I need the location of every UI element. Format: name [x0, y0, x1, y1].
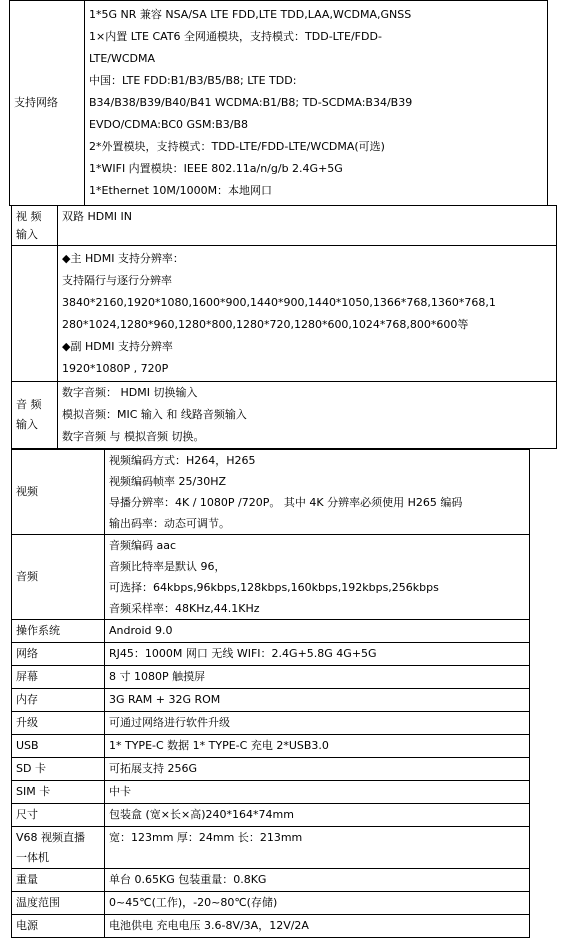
network-line: 1*Ethernet 10M/1000M：本地网口	[89, 184, 273, 197]
audio-line: 音频采样率：48KHz,44.1KHz	[109, 602, 260, 615]
network-line: 1*5G NR 兼容 NSA/SA LTE FDD,LTE TDD,LAA,WCDMA,GNSS	[89, 8, 412, 21]
specs-table	[11, 449, 530, 938]
audio-input-label	[12, 382, 58, 449]
network-line: 2*外置模块，支持模式：TDD-LTE/FDD-LTE/WCDMA(可选)	[89, 140, 385, 153]
spec-value-power: 电池供电 充电电压 3.6-8V/3A，12V/2A	[105, 915, 530, 938]
spec-label-power: 电源	[12, 915, 105, 938]
input-table	[11, 205, 557, 449]
spec-label-sd: SD 卡	[12, 758, 105, 781]
spec-label-network: 网络	[12, 643, 105, 666]
video-line: 导播分辨率：4K / 1080P /720P。 其中 4K 分辨率必须使用 H265 编码	[109, 496, 463, 509]
video-line: 输出码率：动态可调节。	[109, 517, 230, 530]
spec-label-memory: 内存	[12, 689, 105, 712]
resolution-line: ◆主 HDMI 支持分辨率：	[62, 251, 184, 265]
network-line: 1×内置 LTE CAT6 全网通模块，支持模式：TDD-LTE/FDD-	[89, 30, 382, 43]
spec-value-memory: 3G RAM + 32G ROM	[105, 689, 530, 712]
network-line: EVDO/CDMA:BC0 GSM:B3/B8	[89, 118, 249, 131]
spec-value-upgrade: 可通过网络进行软件升级	[105, 712, 530, 735]
network-table	[9, 0, 548, 206]
resolution-line: 3840*2160,1920*1080,1600*900,1440*900,1440*1050,1366*768,1360*768,1	[62, 295, 496, 309]
audio-line: 音频编码 aac	[109, 539, 177, 552]
video-label: 视频	[12, 450, 105, 535]
spec-value-weight: 单台 0.65KG 包装重量：0.8KG	[105, 869, 530, 892]
audio-label: 音频	[12, 535, 105, 620]
audio-input-line: 数字音频： HDMI 切换输入	[62, 386, 198, 399]
video-input-label	[12, 206, 58, 246]
spec-label-weight: 重量	[12, 869, 105, 892]
network-details	[85, 1, 548, 206]
audio-input-label-line2: 输入	[16, 418, 38, 431]
spec-value-sim: 中卡	[105, 781, 530, 804]
spec-value-device: 宽：123mm 厚：24mm 长：213mm	[105, 827, 530, 869]
spec-value-usb: 1* TYPE-C 数据 1* TYPE-C 充电 2*USB3.0	[105, 735, 530, 758]
resolution-line: 支持隔行与逐行分辨率	[62, 273, 172, 287]
network-label: 支持网络	[10, 1, 85, 206]
network-line: 中国：LTE FDD:B1/B3/B5/B8; LTE TDD:	[89, 74, 297, 87]
audio-details	[105, 535, 530, 620]
network-line: B34/B38/B39/B40/B41 WCDMA:B1/B8; TD-SCDMA:B34/B39	[89, 96, 413, 109]
spec-value-temperature: 0~45℃(工作)，-20~80℃(存储)	[105, 892, 530, 915]
audio-input-line: 模拟音频：MIC 输入 和 线路音频输入	[62, 408, 247, 421]
spec-label-device	[12, 827, 105, 869]
resolution-details	[58, 246, 557, 382]
video-details	[105, 450, 530, 535]
audio-input-details	[58, 382, 557, 449]
spec-label-screen: 屏幕	[12, 666, 105, 689]
video-input-value: 双路 HDMI IN	[58, 206, 557, 246]
spec-value-os: Android 9.0	[105, 620, 530, 643]
resolution-line: ◆副 HDMI 支持分辨率	[62, 339, 173, 353]
audio-line: 可选择：64kbps,96kbps,128kbps,160kbps,192kbps,256kbps	[109, 581, 439, 594]
spec-label-sim: SIM 卡	[12, 781, 105, 804]
audio-input-line: 数字音频 与 模拟音频 切换。	[62, 430, 205, 443]
spec-value-network: RJ45：1000M 网口 无线 WIFI：2.4G+5.8G 4G+5G	[105, 643, 530, 666]
spec-label-usb: USB	[12, 735, 105, 758]
video-input-label-line2: 输入	[16, 227, 38, 241]
audio-line: 音频比特率是默认 96，	[109, 560, 226, 573]
resolution-line: 1920*1080P , 720P	[62, 361, 169, 375]
spec-value-sd: 可拓展支持 256G	[105, 758, 530, 781]
video-input-label-line1: 视 频	[16, 209, 42, 223]
spec-value-size: 包装盒 (宽×长×高)240*164*74mm	[105, 804, 530, 827]
spec-value-screen: 8 寸 1080P 触摸屏	[105, 666, 530, 689]
spec-label-upgrade: 升级	[12, 712, 105, 735]
audio-input-label-line1: 音 频	[16, 398, 42, 411]
video-line: 视频编码方式：H264，H265	[109, 454, 256, 467]
resolution-line: 280*1024,1280*960,1280*800,1280*720,1280*600,1024*768,800*600等	[62, 317, 469, 331]
device-label-line1: V68 视频直播	[16, 830, 86, 844]
device-label-line2: 一体机	[16, 850, 49, 864]
resolution-label-cell	[12, 246, 58, 382]
spec-label-temperature: 温度范围	[12, 892, 105, 915]
spec-label-os: 操作系统	[12, 620, 105, 643]
network-line: 1*WIFI 内置模块：IEEE 802.11a/n/g/b 2.4G+5G	[89, 162, 343, 175]
spec-label-size: 尺寸	[12, 804, 105, 827]
video-line: 视频编码帧率 25/30HZ	[109, 475, 227, 488]
network-line: LTE/WCDMA	[89, 52, 156, 65]
